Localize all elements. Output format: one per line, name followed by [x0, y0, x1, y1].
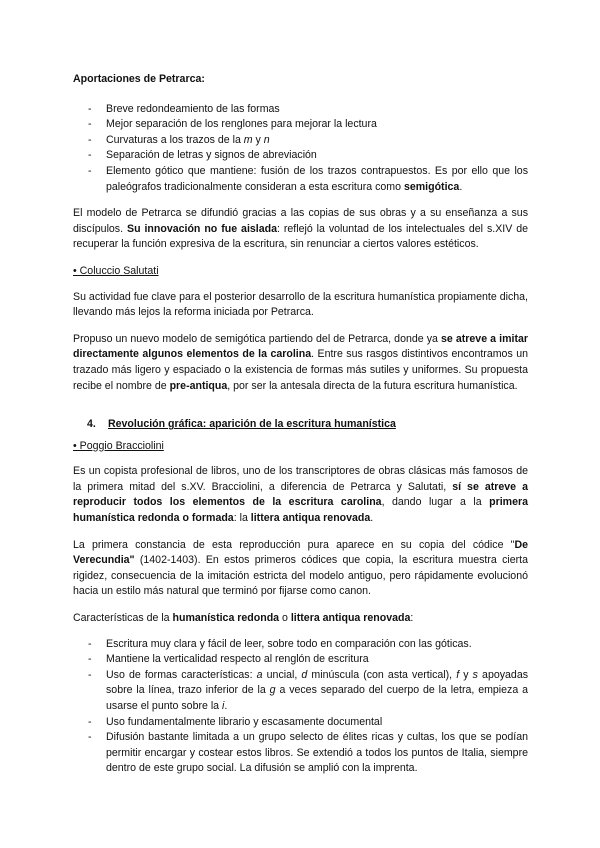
list-item: - Escritura muy clara y fácil de leer, sobre todo en comparación con las góticas. — [73, 637, 528, 653]
document-page — [73, 72, 528, 777]
list-item: - Uso fundamentalmente librario y escasamente documental — [73, 715, 528, 731]
list-item: - Uso de formas características: a uncial, d minúscula (con asta vertical), f y s apoyadas sobre la línea, trazo inferior de la g a veces separado del cuerpo de la letra, empieza a usarse el punto sobre la i. — [73, 668, 528, 715]
list-item: - Difusión bastante limitada a un grupo selecto de élites ricas y cultas, los que se podían permitir encargar y costear estos libros. Se extendió a todos los puntos de Italia, siempre dentro de este grupo social. La difusión se amplió con la imprenta. — [73, 730, 528, 777]
salutati-heading: • Coluccio Salutati — [73, 264, 159, 277]
petrarca-paragraph: El modelo de Petrarca se difundió gracias a las copias de sus obras y a su enseñanza a sus discípulos. Su innovación no fue aislada: reflejó la voluntad de los intelectuales del s.XIV de recuperar la función expresiva de la escritura, sin renunciar a ciertos valores estéticos. — [73, 207, 528, 251]
aportaciones-heading: Aportaciones de Petrarca: — [73, 73, 205, 85]
bracciolini-heading: • Poggio Bracciolini — [73, 439, 164, 452]
aportaciones-list — [73, 102, 528, 196]
list-item: - Mejor separación de los renglones para mejorar la lectura — [73, 117, 528, 133]
list-item: - Mantiene la verticalidad respecto al renglón de escritura — [73, 652, 528, 668]
salutati-paragraph-1: Su actividad fue clave para el posterior desarrollo de la escritura humanística propiamente dicha, llevando más lejos la reforma iniciada por Petrarca. — [73, 290, 528, 319]
caracteristicas-intro: Características de la humanística redonda o littera antiqua renovada: — [73, 612, 414, 625]
list-item: - Curvaturas a los trazos de la m y n — [73, 133, 528, 149]
section-4-heading: 4. Revolución gráfica: aparición de la escritura humanística — [87, 418, 396, 431]
list-item: - Elemento gótico que mantiene: fusión de los trazos contrapuestos. Es por ello que los paleógrafos tradicionalmente consideran a esta escritura como semigótica. — [73, 164, 528, 195]
bracciolini-paragraph-1: Es un copista profesional de libros, uno de los transcriptores de obras clásicas más famosos de la primera mitad del s.XV. Bracciolini, a diferencia de Petrarca y Salutati, sí se atreve a reproducir todos los elementos de la escritura carolina, dando lugar a la primera humanística redonda o formada: la littera antiqua renovada. — [73, 465, 529, 525]
list-item: - Breve redondeamiento de las formas — [73, 102, 528, 118]
list-item: - Separación de letras y signos de abreviación — [73, 148, 528, 164]
caracteristicas-list — [73, 637, 528, 777]
salutati-paragraph-2: Propuso un nuevo modelo de semigótica partiendo del de Petrarca, donde ya se atreve a imitar directamente algunos elementos de la carolina. Entre sus rasgos distintivos encontramos un trazado más ligero y espaciado o la existencia de formas más sutiles y uniformes. Su propuesta recibe el nombre de pre-antiqua, por ser la antesala directa de la futura escritura humanística. — [73, 332, 528, 392]
bracciolini-paragraph-2: La primera constancia de esta reproducción pura aparece en su copia del códice "De Verecundia" (1402-1403). En estos primeros códices que copia, la escritura muestra cierta rigidez, consecuencia de la imitación estricta del modelo antiguo, pero rápidamente evolucionó hacia un estilo más natural que terminó por fijarse como canon. — [73, 538, 528, 598]
